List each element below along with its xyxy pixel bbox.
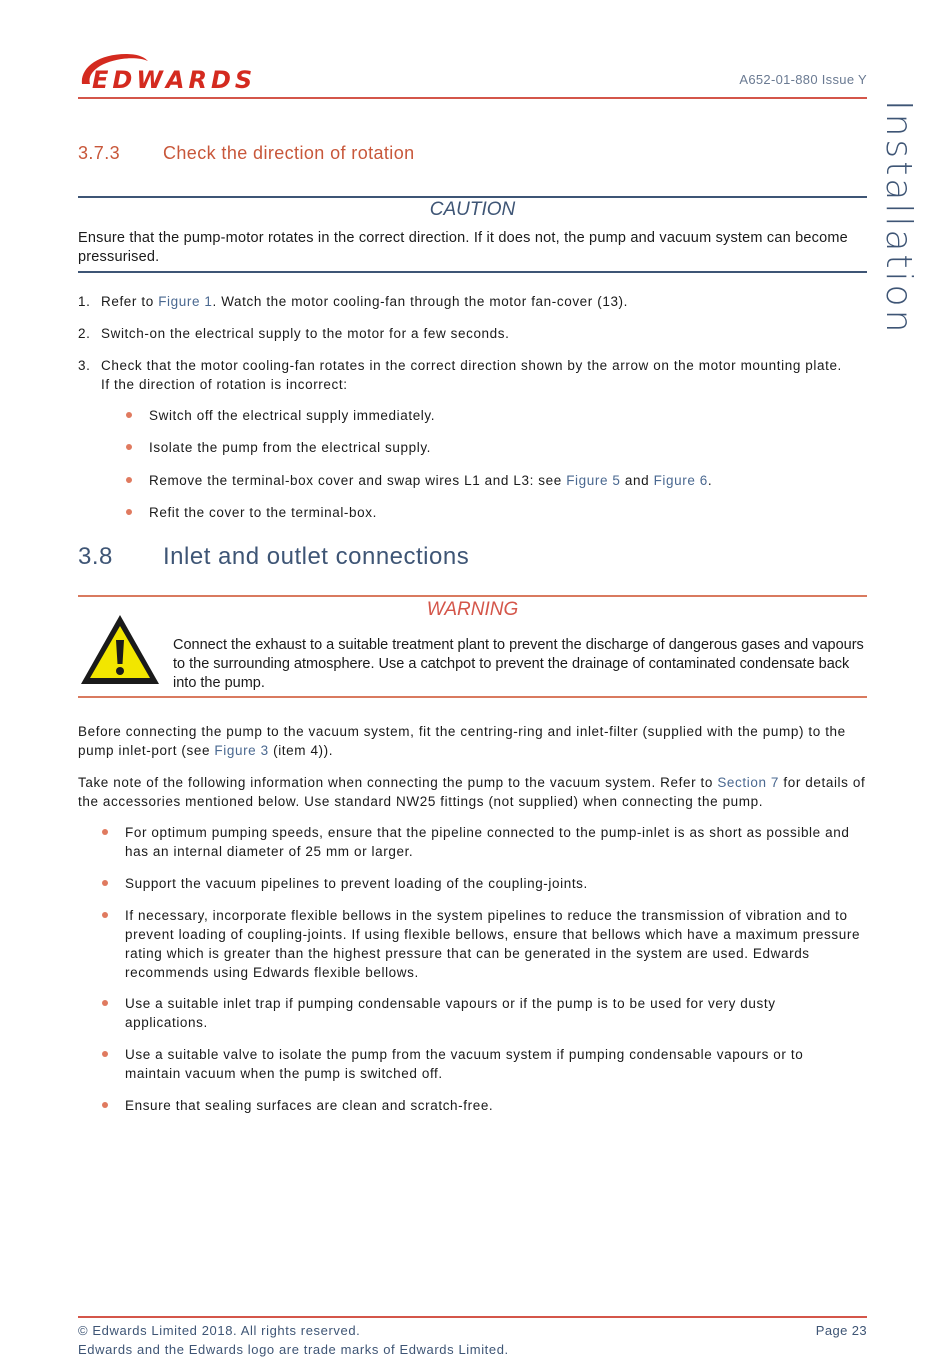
section-side-tab: Installation bbox=[878, 100, 919, 336]
step-number: 3. bbox=[78, 358, 91, 373]
step-number: 1. bbox=[78, 294, 91, 309]
substep-text bbox=[149, 471, 849, 490]
bullet-icon bbox=[126, 509, 132, 515]
paragraph-text-cont: (item 4)). bbox=[268, 743, 334, 758]
bullet-text: Use a suitable inlet trap if pumping condensable vapours or if the pump is to be used for very dusty applications. bbox=[125, 996, 776, 1030]
figure-3-link[interactable]: Figure 3 bbox=[214, 743, 269, 758]
caution-top-rule bbox=[78, 196, 867, 198]
step-2 bbox=[78, 324, 867, 343]
bullet-icon bbox=[102, 1051, 108, 1057]
substep-text-part: Remove the terminal-box cover and swap wires L1 and L3: see bbox=[149, 473, 567, 488]
substep-text: Switch off the electrical supply immediately. bbox=[149, 408, 436, 423]
paragraph-text: Take note of the following information when connecting the pump to the vacuum system. Refer to bbox=[78, 775, 718, 790]
step-text: Switch-on the electrical supply to the motor for a few seconds. bbox=[101, 326, 510, 341]
bullet-text: If necessary, incorporate flexible bellows in the system pipelines to reduce the transmission of vibration and to prevent loading of coupling-joints. If using flexible bellows, ensure that bellows which have a maximum pressure rating which is greater than the highest pressure that can be generated in the system are used. Edwards recommends using Edwards flexible bellows. bbox=[125, 908, 861, 980]
substep-text: Isolate the pump from the electrical supply. bbox=[149, 440, 432, 455]
warning-text: Connect the exhaust to a suitable treatment plant to prevent the discharge of dangerous gases and vapours to the surrounding atmosphere. Use a catchpot to prevent the drainage of contaminated condensate back into the pump. bbox=[173, 637, 864, 691]
subsection-number: 3.7.3 bbox=[78, 143, 121, 163]
paragraph-text-cont: for details of the accessories mentioned below. Use standard NW25 fittings (not supplied) when connecting the pump. bbox=[78, 775, 866, 809]
step-3 bbox=[78, 356, 867, 392]
caution-text: Ensure that the pump-motor rotates in the correct direction. If it does not, the pump and vacuum system can become pressurised. bbox=[78, 230, 848, 265]
footer-trademark: Edwards and the Edwards logo are trade marks of Edwards Limited. bbox=[78, 1342, 509, 1357]
bullet-icon bbox=[126, 477, 132, 483]
bullet-icon bbox=[102, 1000, 108, 1006]
substep-text-part: and bbox=[620, 473, 654, 488]
bullet-icon bbox=[126, 444, 132, 450]
bullet-icon bbox=[102, 829, 108, 835]
footer-copyright: © Edwards Limited 2018. All rights reserved. bbox=[78, 1323, 361, 1338]
page-number: Page 23 bbox=[815, 1323, 867, 1338]
edwards-logo-text: EDWARDS bbox=[92, 66, 257, 94]
edwards-logo bbox=[78, 50, 298, 92]
warning-top-rule bbox=[78, 595, 867, 597]
header-rule bbox=[78, 97, 867, 99]
step-text: Check that the motor cooling-fan rotates in the correct direction shown by the arrow on the motor mounting plate. If the direction of rotation is incorrect: bbox=[101, 358, 842, 392]
bullet-icon bbox=[102, 912, 108, 918]
step-1 bbox=[78, 292, 867, 311]
subsection-title: Check the direction of rotation bbox=[163, 143, 415, 163]
caution-label: CAUTION bbox=[429, 199, 516, 220]
bullet-icon bbox=[126, 412, 132, 418]
bullet-text: Use a suitable valve to isolate the pump from the vacuum system if pumping condensable vapours or to maintain vacuum when the pump is switched off. bbox=[125, 1047, 804, 1081]
document-reference: A652-01-880 Issue Y bbox=[739, 72, 867, 87]
paragraph-text: Before connecting the pump to the vacuum system, fit the centring-ring and inlet-filter (supplied with the pump) to the pump inlet-port (see bbox=[78, 724, 846, 758]
substep-text-part: . bbox=[707, 473, 713, 488]
section-title: Inlet and outlet connections bbox=[163, 543, 470, 570]
bullet-icon bbox=[102, 1102, 108, 1108]
bullet-text: For optimum pumping speeds, ensure that the pipeline connected to the pump-inlet is as short as possible and has an internal diameter of 25 mm or larger. bbox=[125, 825, 850, 859]
bullet-text: Support the vacuum pipelines to prevent loading of the coupling-joints. bbox=[125, 876, 588, 891]
warning-triangle-icon bbox=[78, 612, 162, 688]
caution-bottom-rule bbox=[78, 271, 867, 273]
section-number: 3.8 bbox=[78, 543, 113, 570]
warning-bottom-rule bbox=[78, 696, 867, 698]
figure-1-link[interactable]: Figure 1 bbox=[158, 294, 213, 309]
bullet-icon bbox=[102, 880, 108, 886]
paragraph-take-note bbox=[78, 773, 867, 811]
step-text-cont: . Watch the motor cooling-fan through the motor fan-cover (13). bbox=[212, 294, 628, 309]
substep-text: Refit the cover to the terminal-box. bbox=[149, 505, 377, 520]
figure-5-link[interactable]: Figure 5 bbox=[566, 473, 621, 488]
footer-rule bbox=[78, 1316, 867, 1318]
step-text: Refer to bbox=[101, 294, 159, 309]
paragraph-centring-ring bbox=[78, 722, 867, 760]
figure-6-link[interactable]: Figure 6 bbox=[653, 473, 708, 488]
bullet-text: Ensure that sealing surfaces are clean and scratch-free. bbox=[125, 1098, 494, 1113]
step-number: 2. bbox=[78, 326, 91, 341]
section-7-link[interactable]: Section 7 bbox=[717, 775, 780, 790]
warning-label: WARNING bbox=[426, 599, 519, 620]
